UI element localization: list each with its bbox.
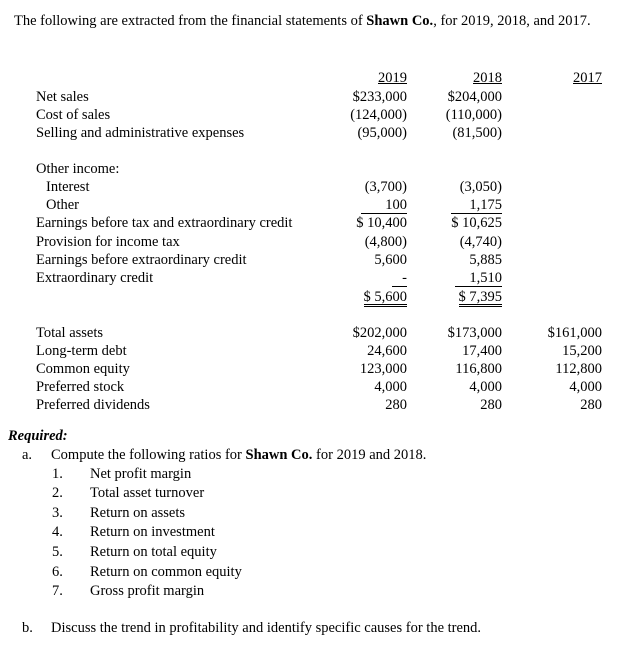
extraordinary-2019-value: - bbox=[392, 271, 407, 287]
interest-2018: (3,050) bbox=[459, 179, 502, 195]
intro-company: Shawn Co. bbox=[366, 13, 434, 29]
year-2017-header: 2017 bbox=[573, 70, 602, 86]
net-income-2018 bbox=[459, 289, 503, 307]
ratio-item-5: Return on total equity bbox=[90, 544, 217, 560]
cogs-2019: (124,000) bbox=[350, 107, 407, 123]
part-a-prefix: Compute the following ratios for bbox=[51, 447, 246, 463]
extraordinary-2018-value: 1,510 bbox=[455, 271, 502, 287]
cogs-label: Cost of sales bbox=[36, 107, 111, 123]
ratio-item-1: Net profit margin bbox=[90, 466, 192, 482]
preferred-stock-2018: 4,000 bbox=[469, 379, 502, 395]
ebe-2019: 5,600 bbox=[374, 252, 407, 268]
total-assets-2018: $173,000 bbox=[447, 325, 502, 341]
intro-prefix: The following are extracted from the financial statements of bbox=[14, 13, 367, 29]
cogs-2018: (110,000) bbox=[445, 107, 502, 123]
tax-2018: (4,740) bbox=[459, 234, 502, 250]
ebe-label: Earnings before extraordinary credit bbox=[36, 252, 247, 268]
preferred-stock-label: Preferred stock bbox=[36, 379, 125, 395]
other-income-label: Other income: bbox=[36, 161, 120, 177]
part-b-text: Discuss the trend in profitability and identify specific causes for the trend. bbox=[51, 620, 482, 636]
other-2018-value: 1,175 bbox=[451, 198, 502, 214]
ebt-label: Earnings before tax and extraordinary credit bbox=[36, 215, 293, 231]
common-equity-2017: 112,800 bbox=[555, 361, 602, 377]
total-assets-label: Total assets bbox=[36, 325, 104, 341]
ltd-2019: 24,600 bbox=[367, 343, 407, 359]
ebt-2018: $ 10,625 bbox=[451, 215, 502, 231]
common-equity-2018: 116,800 bbox=[455, 361, 502, 377]
part-a-suffix: for 2019 and 2018. bbox=[312, 447, 427, 463]
net-sales-2018: $204,000 bbox=[447, 89, 502, 105]
ltd-2017: 15,200 bbox=[562, 343, 602, 359]
sga-label: Selling and administrative expenses bbox=[36, 125, 245, 141]
common-equity-2019: 123,000 bbox=[359, 361, 407, 377]
intro-suffix: , for 2019, 2018, and 2017. bbox=[433, 13, 591, 29]
other-2018 bbox=[451, 197, 502, 214]
ratio-item-2: Total asset turnover bbox=[90, 485, 205, 501]
net-income-2019 bbox=[364, 289, 408, 307]
extraordinary-2019 bbox=[392, 270, 407, 287]
ratio-item-7: Gross profit margin bbox=[90, 583, 205, 599]
ebt-2019: $ 10,400 bbox=[356, 215, 407, 231]
total-assets-2017: $161,000 bbox=[547, 325, 602, 341]
other-2019 bbox=[361, 197, 407, 214]
net-income-2019-value: $ 5,600 bbox=[363, 289, 407, 305]
extraordinary-label: Extraordinary credit bbox=[36, 270, 154, 286]
preferred-dividends-2018: 280 bbox=[480, 397, 502, 413]
required-heading: Required: bbox=[8, 428, 68, 444]
tax-2019: (4,800) bbox=[364, 234, 407, 250]
tax-label: Provision for income tax bbox=[36, 234, 180, 250]
year-2019-header: 2019 bbox=[378, 70, 407, 86]
ratio-item-3: Return on assets bbox=[90, 505, 186, 521]
sga-2019: (95,000) bbox=[357, 125, 407, 141]
ratio-item-4: Return on investment bbox=[90, 524, 215, 540]
ratio-num-3: 3. bbox=[52, 505, 63, 521]
net-sales-2019: $233,000 bbox=[352, 89, 407, 105]
ltd-label: Long-term debt bbox=[36, 343, 127, 359]
ltd-2018: 17,400 bbox=[462, 343, 502, 359]
preferred-dividends-2019: 280 bbox=[385, 397, 407, 413]
ratio-num-6: 6. bbox=[52, 564, 63, 580]
ratio-num-5: 5. bbox=[52, 544, 63, 560]
other-2019-value: 100 bbox=[361, 198, 407, 214]
interest-2019: (3,700) bbox=[364, 179, 407, 195]
net-income-2018-value: $ 7,395 bbox=[458, 289, 502, 305]
ebe-2018: 5,885 bbox=[469, 252, 502, 268]
intro-paragraph bbox=[14, 12, 624, 31]
sga-2018: (81,500) bbox=[452, 125, 502, 141]
ratio-num-4: 4. bbox=[52, 524, 63, 540]
ratio-num-7: 7. bbox=[52, 583, 63, 599]
part-a-label: a. bbox=[22, 447, 33, 463]
part-a-text bbox=[51, 447, 426, 464]
ratio-num-2: 2. bbox=[52, 485, 63, 501]
part-a-company: Shawn Co. bbox=[245, 447, 313, 463]
preferred-stock-2017: 4,000 bbox=[569, 379, 602, 395]
common-equity-label: Common equity bbox=[36, 361, 130, 377]
preferred-dividends-2017: 280 bbox=[580, 397, 602, 413]
extraordinary-2018 bbox=[455, 270, 502, 287]
preferred-dividends-label: Preferred dividends bbox=[36, 397, 150, 413]
net-sales-label: Net sales bbox=[36, 89, 89, 105]
interest-label: Interest bbox=[46, 179, 90, 195]
ratio-item-6: Return on common equity bbox=[90, 564, 242, 580]
other-label: Other bbox=[46, 197, 80, 213]
year-2018-header: 2018 bbox=[473, 70, 502, 86]
ratio-num-1: 1. bbox=[52, 466, 63, 482]
part-b-label: b. bbox=[22, 620, 33, 636]
preferred-stock-2019: 4,000 bbox=[374, 379, 407, 395]
total-assets-2019: $202,000 bbox=[352, 325, 407, 341]
